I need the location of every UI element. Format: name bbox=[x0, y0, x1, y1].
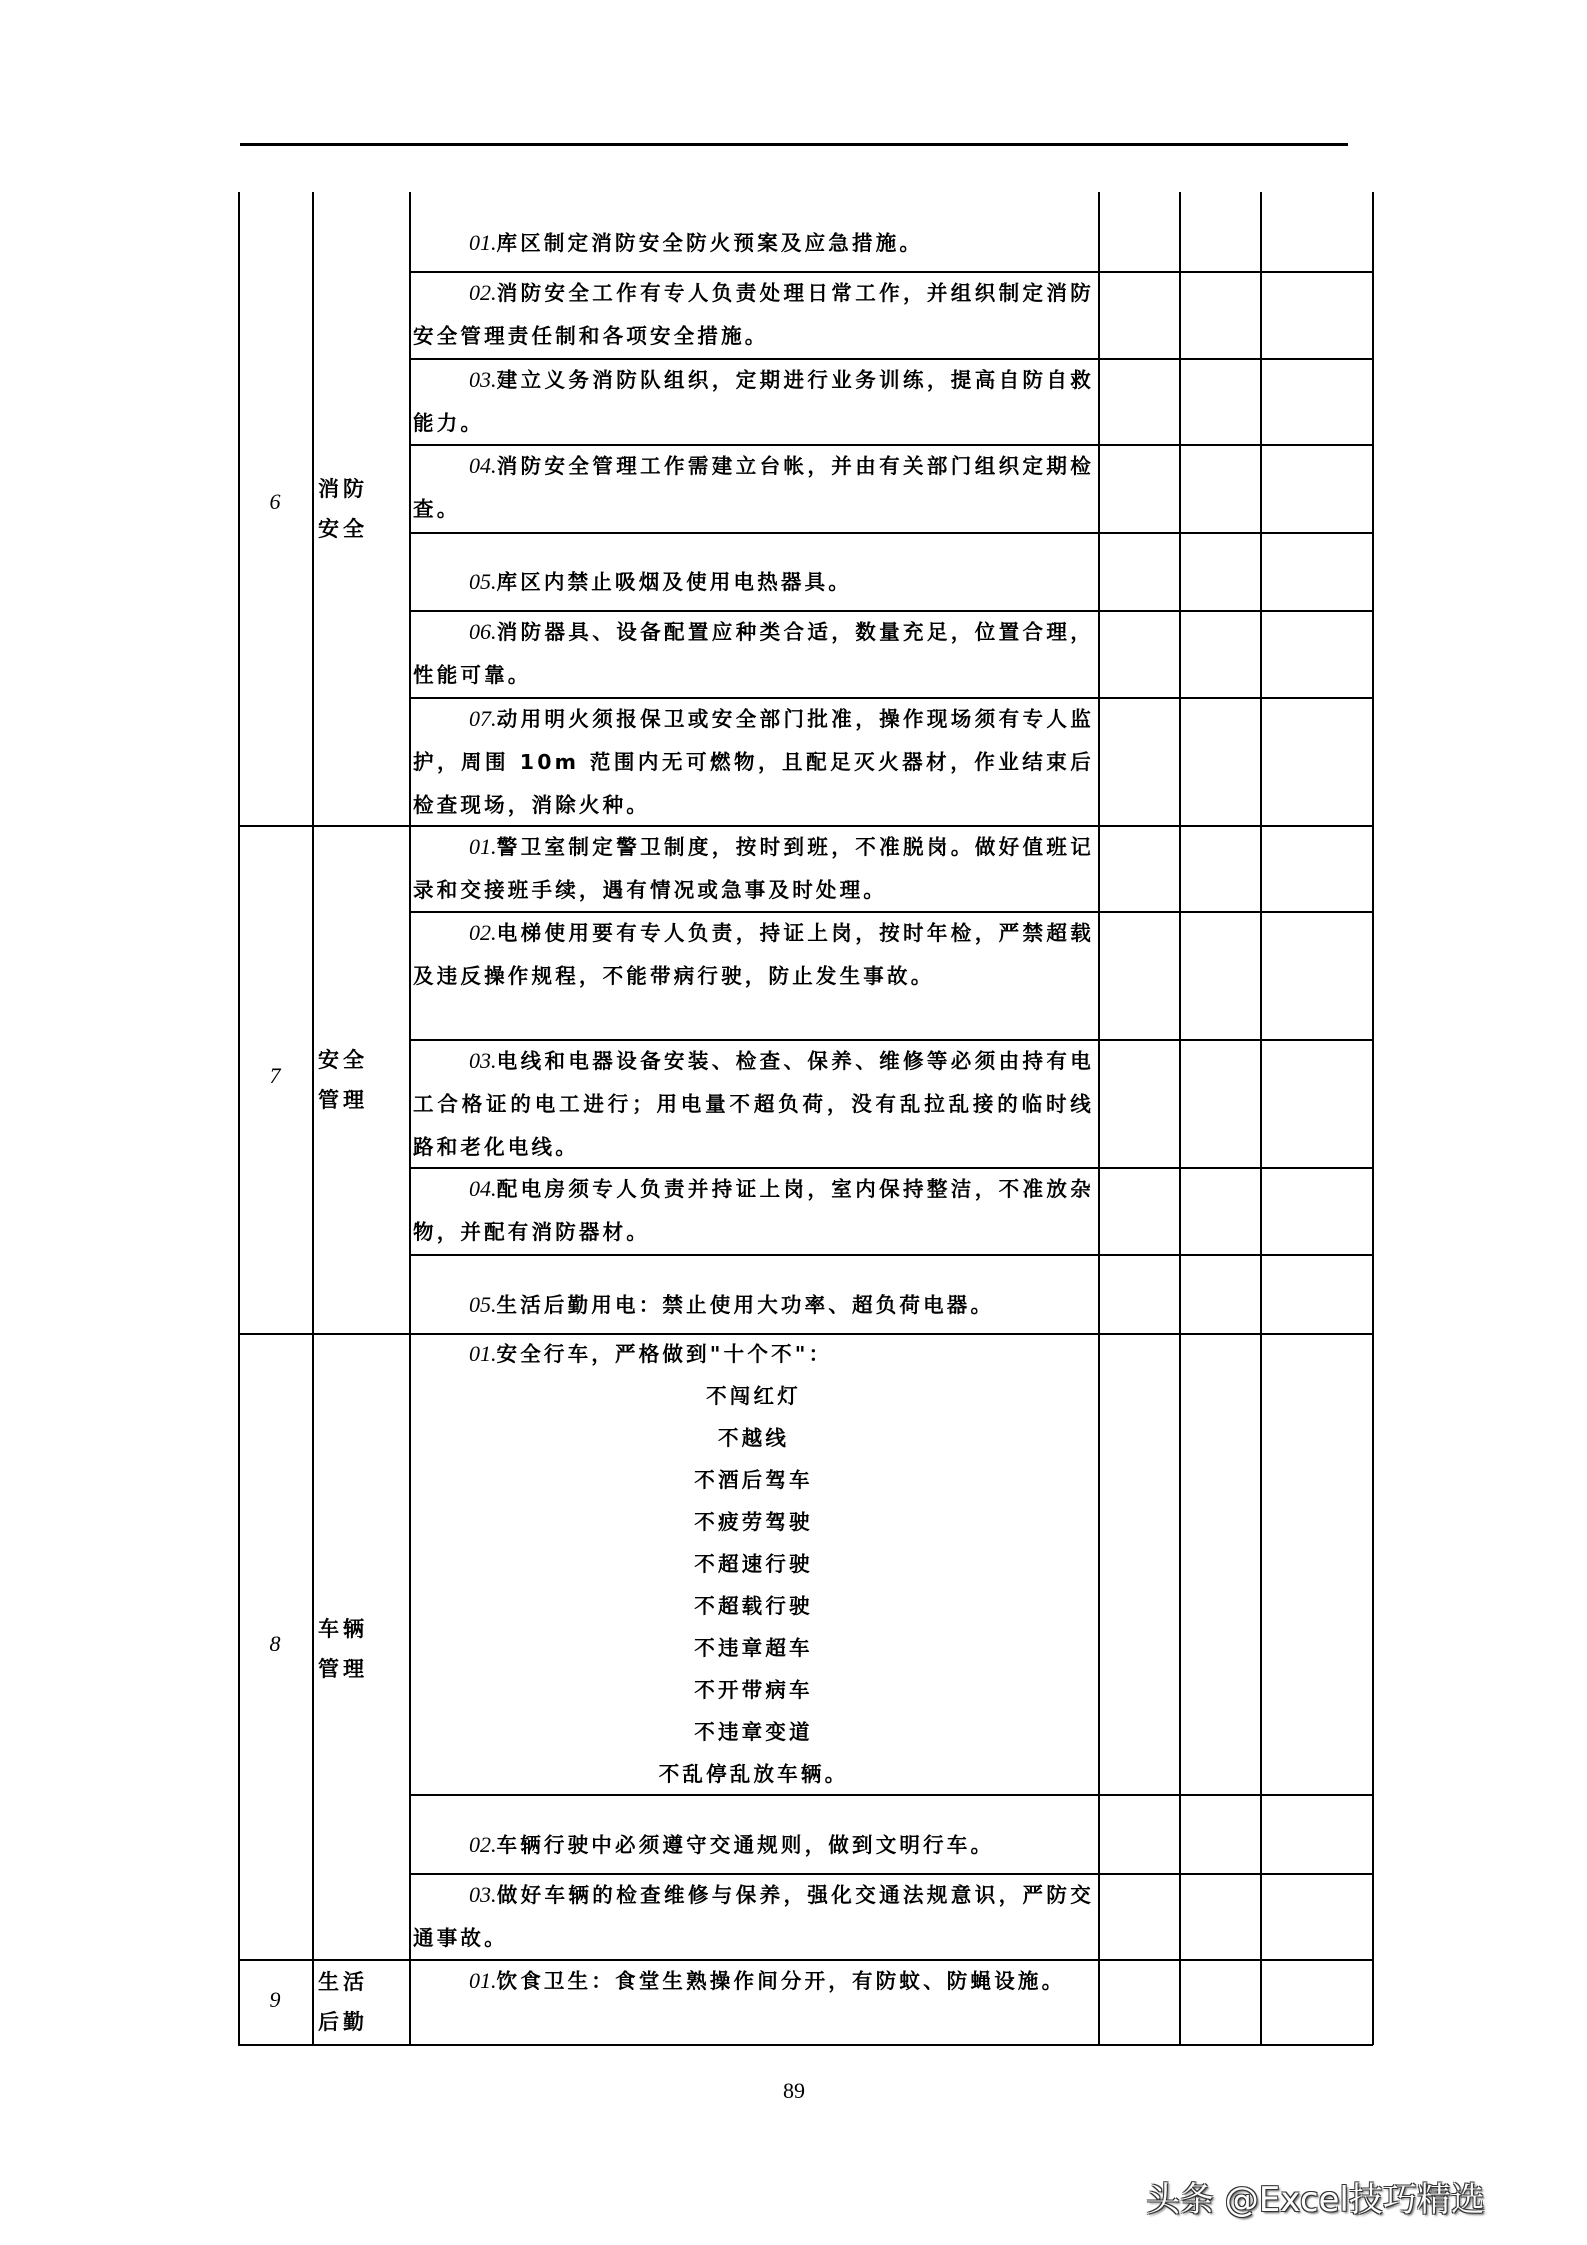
list-item: 不乱停乱放车辆。 bbox=[658, 1762, 849, 1786]
row-divider bbox=[409, 444, 1373, 446]
checklist-item: 01.安全行车，严格做到"十个不"： 不闯红灯 不越线 不酒后驾车 不疲劳驾驶 不超速行驶 不超载行驶 不违章超车 不开带病车 不违章变道 不乱停乱放车辆。 bbox=[409, 1333, 1098, 1794]
page-number: 89 bbox=[783, 2078, 805, 2103]
category-line: 管理 bbox=[318, 1657, 368, 1681]
section-category bbox=[318, 1040, 408, 1120]
table-border bbox=[1098, 192, 1100, 2045]
ten-nots-list bbox=[413, 1375, 1094, 1795]
table-bottom-border bbox=[238, 2044, 1373, 2046]
row-divider bbox=[409, 1794, 1373, 1796]
list-item: 不越线 bbox=[717, 1426, 790, 1450]
row-divider bbox=[409, 532, 1373, 534]
section-divider bbox=[238, 1959, 1373, 1961]
checklist-item: 01.库区制定消防安全防火预案及应急措施。 bbox=[469, 230, 924, 255]
checklist-item: 06.消防器具、设备配置应种类合适，数量充足，位置合理，性能可靠。 bbox=[413, 619, 1094, 687]
list-item: 不超载行驶 bbox=[694, 1594, 813, 1618]
checklist-item: 02.车辆行驶中必须遵守交通规则，做到文明行车。 bbox=[469, 1832, 995, 1857]
category-line: 管理 bbox=[318, 1088, 368, 1112]
table-border bbox=[238, 192, 240, 2045]
watermark: 头条 @Excel技巧精选 bbox=[1146, 2180, 1485, 2220]
checklist-item: 07.动用明火须报保卫或安全部门批准，操作现场须有专人监护，周围 10m 范围内无可燃物，且配足灭火器材，作业结束后检查现场，消除火种。 bbox=[413, 706, 1094, 817]
table-border bbox=[312, 192, 314, 2045]
list-item: 不违章变道 bbox=[694, 1720, 813, 1744]
header-rule bbox=[240, 143, 1348, 146]
table-border bbox=[409, 192, 411, 2045]
row-divider bbox=[409, 1254, 1373, 1256]
row-divider bbox=[409, 1167, 1373, 1169]
category-line: 后勤 bbox=[318, 2010, 368, 2034]
checklist-item: 01.警卫室制定警卫制度，按时到班，不准脱岗。做好值班记录和交接班手续，遇有情况或急事及时处理。 bbox=[413, 834, 1094, 902]
row-divider bbox=[409, 1873, 1373, 1875]
checklist-item: 02.电梯使用要有专人负责，持证上岗，按时年检，严禁超载及违反操作规程，不能带病行驶，防止发生事故。 bbox=[413, 920, 1094, 988]
section-divider bbox=[238, 1333, 1373, 1335]
table-border bbox=[1179, 192, 1181, 2045]
category-line: 安全 bbox=[318, 1048, 368, 1072]
row-divider bbox=[409, 911, 1373, 913]
section-category bbox=[318, 1609, 408, 1689]
category-line: 生活 bbox=[318, 1970, 368, 1994]
section-number: 8 bbox=[269, 1631, 281, 1656]
category-line: 消防 bbox=[318, 477, 368, 501]
list-item: 不超速行驶 bbox=[694, 1552, 813, 1576]
row-divider bbox=[409, 610, 1373, 612]
checklist-item: 03.做好车辆的检查维修与保养，强化交通法规意识，严防交通事故。 bbox=[413, 1882, 1094, 1950]
section-number: 6 bbox=[269, 489, 281, 514]
row-divider bbox=[409, 271, 1373, 273]
table-border bbox=[1260, 192, 1262, 2045]
section-category bbox=[318, 1962, 408, 2042]
checklist-item: 03.电线和电器设备安装、检查、保养、维修等必须由持有电工合格证的电工进行；用电量不超负荷，没有乱拉乱接的临时线路和老化电线。 bbox=[413, 1048, 1094, 1159]
checklist-item: 03.建立义务消防队组织，定期进行业务训练，提高自防自救能力。 bbox=[413, 367, 1094, 435]
category-line: 车辆 bbox=[318, 1617, 368, 1641]
list-item: 不疲劳驾驶 bbox=[694, 1510, 813, 1534]
row-divider bbox=[409, 1039, 1373, 1041]
section-number: 7 bbox=[269, 1063, 281, 1088]
section-divider bbox=[238, 825, 1373, 827]
row-divider bbox=[409, 358, 1373, 360]
checklist-item: 02.消防安全工作有专人负责处理日常工作，并组织制定消防安全管理责任制和各项安全措施。 bbox=[413, 280, 1094, 348]
checklist-item: 04.配电房须专人负责并持证上岗，室内保持整洁，不准放杂物，并配有消防器材。 bbox=[413, 1176, 1094, 1244]
checklist-item: 04.消防安全管理工作需建立台帐，并由有关部门组织定期检查。 bbox=[413, 453, 1094, 521]
row-divider bbox=[409, 697, 1373, 699]
section-category bbox=[318, 469, 408, 549]
category-line: 安全 bbox=[318, 517, 368, 541]
table-border bbox=[1372, 192, 1374, 2045]
list-item: 不违章超车 bbox=[694, 1636, 813, 1660]
checklist-item: 05.库区内禁止吸烟及使用电热器具。 bbox=[469, 569, 852, 594]
list-item: 不开带病车 bbox=[694, 1678, 813, 1702]
checklist-item: 01.饮食卫生：食堂生熟操作间分开，有防蚊、防蝇设施。 bbox=[469, 1968, 1066, 1993]
section-number: 9 bbox=[269, 1987, 281, 2012]
list-item: 不闯红灯 bbox=[706, 1384, 801, 1408]
list-item: 不酒后驾车 bbox=[694, 1468, 813, 1492]
checklist-item: 05.生活后勤用电：禁止使用大功率、超负荷电器。 bbox=[469, 1292, 995, 1317]
